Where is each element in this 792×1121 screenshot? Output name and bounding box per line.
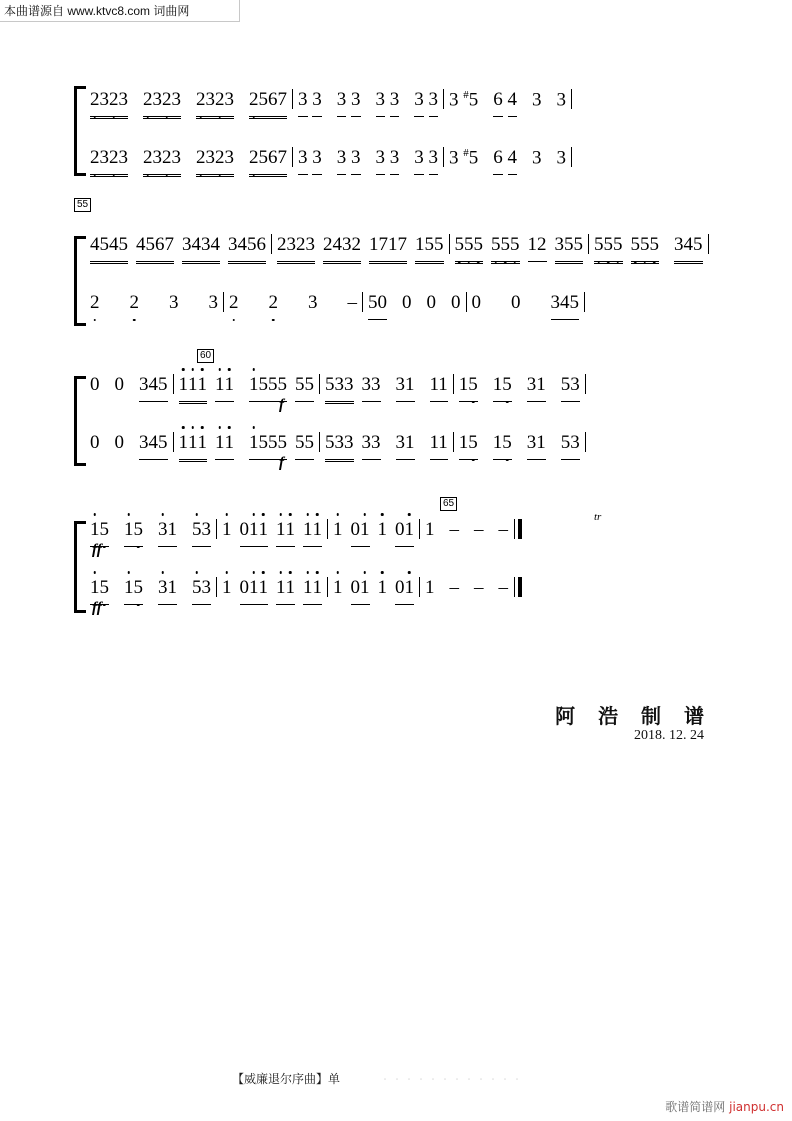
notes: 0 0 345 111 11 1555 55 533 33 31 11 15 15 31 53	[90, 370, 591, 404]
stave-3-upper	[90, 370, 591, 400]
system-brace	[74, 376, 86, 466]
notes: 2323 2323 2323 2567 3 3 3 3 3 3 3 3 3 #5 6 4 3 3	[90, 138, 577, 177]
dynamic-forte: f	[279, 455, 284, 471]
stave-2-lower	[90, 288, 590, 318]
footer-faded-text: ・・・・・・・・・・・・	[380, 1075, 524, 1086]
footer-site-name-en: jianpu.cn	[729, 1100, 784, 1114]
notes: 2323 2323 2323 2567 3 3 3 3 3 3 3 3 3 #5 6 4 3 3	[90, 80, 577, 119]
source-watermark: 本曲谱源自 www.ktvc8.com 词曲网	[0, 0, 240, 22]
system-brace	[74, 236, 86, 326]
system-brace	[74, 86, 86, 176]
notes: 0 0 345 111 11 1555 55 533 33 31 11 15 15 31 53	[90, 428, 591, 462]
notes: 15 15 31 53 1 011 11 11 1 01 1 01 1 – – –	[90, 573, 524, 605]
dynamic-fortissimo: ff	[92, 542, 102, 558]
system-1	[74, 80, 714, 185]
stave-2-upper	[90, 230, 714, 260]
ornament-trill: tr	[594, 511, 602, 523]
score-date: 2018. 12. 24	[634, 728, 704, 743]
arranger-credit: 阿 浩 制 谱	[555, 704, 712, 728]
stave-1-upper	[90, 80, 577, 110]
system-2	[74, 230, 714, 335]
notes: 15 15 31 53 1 011 11 11 1 01 1 01 1 – – –	[90, 515, 524, 547]
stave-4-lower	[90, 573, 524, 603]
measure-number-65: 65	[440, 497, 457, 511]
notes: 2 2 3 3 2 2 3 – 50 0 0 0 0 0 345	[90, 288, 590, 320]
stave-4-upper	[90, 515, 524, 545]
stave-3-lower	[90, 428, 591, 458]
notes: 4545 4567 3434 3456 2323 2432 1717 155 555 555 12 355 555 555 345	[90, 230, 714, 264]
footer-site-credit	[665, 1098, 784, 1115]
measure-number-55: 55	[74, 198, 91, 212]
footer-site-name-cn: 歌谱简谱网	[665, 1100, 726, 1114]
measure-number-60: 60	[197, 349, 214, 363]
system-4	[74, 511, 714, 625]
stave-1-lower	[90, 138, 577, 168]
dynamic-forte: f	[279, 397, 284, 413]
system-brace	[74, 521, 86, 613]
footer-song-title: 【威廉退尔序曲】单	[232, 1072, 341, 1086]
system-3	[74, 370, 714, 475]
dynamic-fortissimo: ff	[92, 600, 102, 616]
